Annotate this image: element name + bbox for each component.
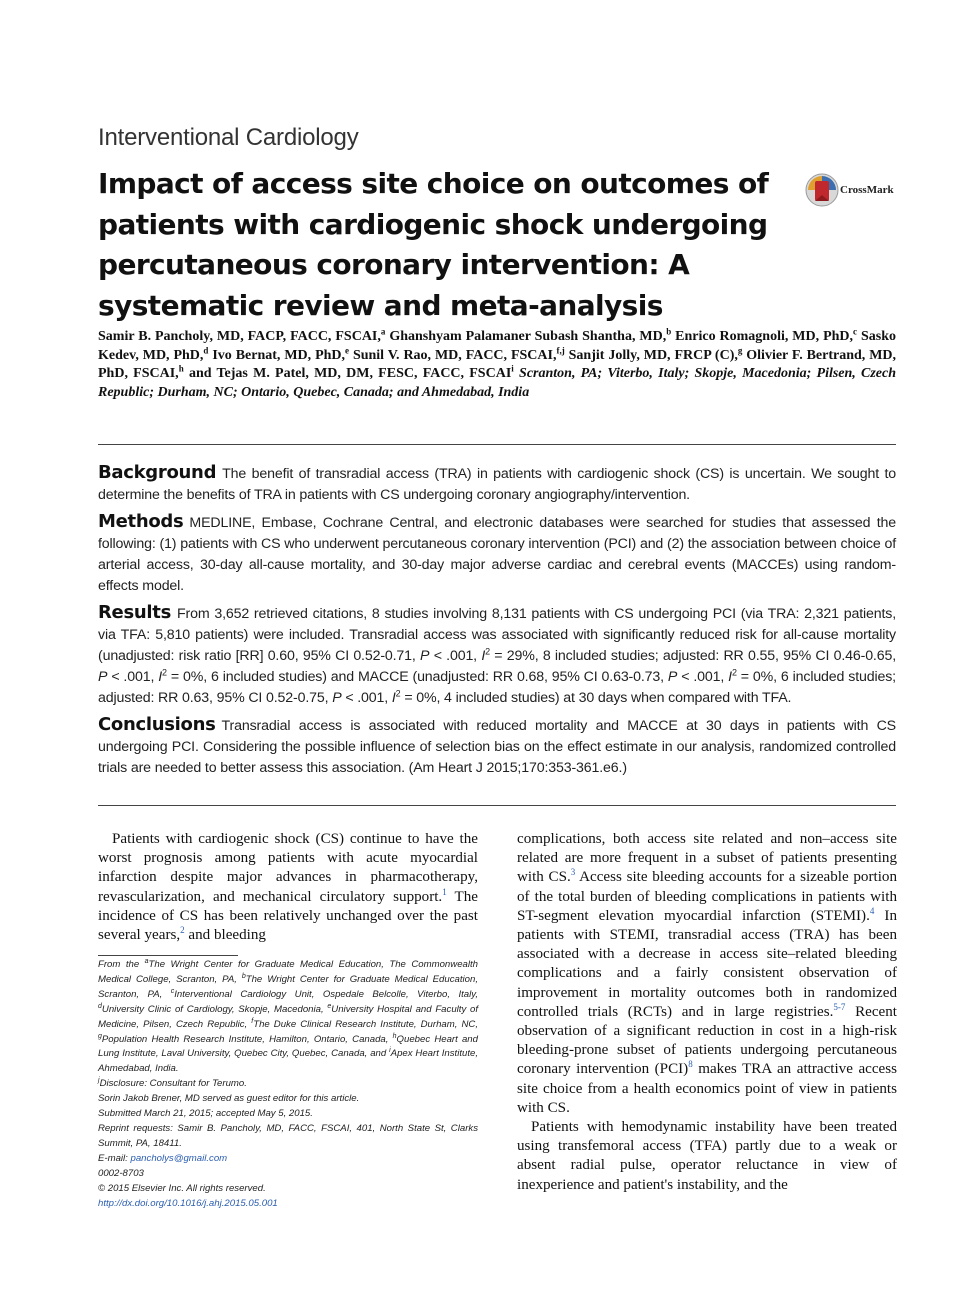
author-affiliation-mark: i (511, 363, 514, 374)
crossmark-icon (805, 172, 839, 208)
crossmark-badge[interactable] (805, 172, 901, 208)
abstract-heading: Background (98, 462, 217, 483)
body-text: The incidence of CS has been relatively unchanged over the past several years, (98, 888, 478, 944)
footnote-text: Population Health Research Institute, Hamilton, Ontario, Canada, (101, 1033, 393, 1045)
abstract-results (98, 602, 896, 709)
body-left-column (98, 830, 478, 945)
footnote-text: Quebec Heart and Lung Institute, Laval University, Quebec City, Quebec, Canada, and (98, 1033, 478, 1060)
section-label: Interventional Cardiology (98, 124, 359, 151)
email-label: E-mail: (98, 1152, 131, 1164)
abstract-heading: Methods (98, 511, 184, 532)
author-affiliation-mark: b (666, 326, 672, 337)
abstract-text: MEDLINE, Embase, Cochrane Central, and electronic databases were searched for studies that assessed the following: (1) patients with CS who underwent percutaneous coronary intervention (PCI) and (2) the association between choice of arterial access, 30-day all-cause mortality, and 30-day major adverse cardiac and cerebral events (MACCEs) using random-effects model. (98, 515, 896, 594)
superscript: 2 (395, 688, 401, 699)
doi-link[interactable]: http://dx.doi.org/10.1016/j.ahj.2015.05.001 (98, 1197, 278, 1209)
copyright-footnote: © 2015 Elsevier Inc. All rights reserved. (98, 1182, 266, 1194)
footnote-mark: a (144, 957, 149, 965)
superscript: 2 (485, 646, 490, 657)
p-symbol: P (667, 669, 678, 685)
footnote-mark: h (392, 1032, 397, 1040)
body-text: Patients with cardiogenic shock (CS) continue to have the worst prognosis among patients with acute myocardial infarction despite major advances in pharmacotherapy, revascularization, and mechanical circulatory support. (98, 831, 478, 905)
reprint-footnote: Reprint requests: Samir B. Pancholy, MD, FACC, FSCAI, 401, North State St, Clarks Summit, PA, 18411. (98, 1122, 478, 1149)
author-name: Sasko Kedev, MD, PhD, (98, 329, 896, 363)
email-footnote (98, 1152, 478, 1167)
author-name: Olivier F. Bertrand, MD, PhD, FSCAI, (98, 347, 897, 382)
superscript: 2 (162, 667, 167, 678)
author-affiliation-mark: f,j (556, 344, 565, 355)
disclosure-footnote (98, 1077, 478, 1092)
body-text: complications, both access site related and non–access site related are more frequent in a subset of patients presenting with CS. (517, 831, 897, 886)
citation-link[interactable]: 1 (442, 886, 447, 897)
p-symbol: P (420, 648, 430, 664)
footnote-text: The Duke Clinical Research Institute, Durham, NC, (253, 1018, 478, 1030)
footnote-mark: f (251, 1017, 254, 1025)
email-link[interactable]: pancholys@gmail.com (130, 1152, 228, 1164)
footnote-mark: d (98, 1002, 102, 1010)
abstract-text: The benefit of transradial access (TRA) in patients with cardiogenic shock (CS) is uncertain. We sought to determine the benefits of TRA in patients with CS undergoing coronary angiography/intervention. (98, 466, 896, 503)
author-name: Samir B. Pancholy, MD, FACP, FACC, FSCAI, (98, 329, 381, 344)
affiliations-footnote (98, 958, 478, 1077)
author-affiliation-mark: c (853, 326, 858, 337)
abstract-text: Transradial access is associated with reduced mortality and MACCE at 30 days in patients with CS undergoing PCI. Considering the possible influence of selection bias on the effect estimate in our analysis, randomized controlled trials are needed to better assess this association. (Am Heart J 2015;170:353-361.e6.) (98, 718, 896, 776)
author-name: Enrico Romagnoli, MD, PhD, (675, 329, 854, 344)
abstract-text: = 0%, 6 included studies; adjusted: RR 0.63, 95% CI 0.52-0.75, (98, 669, 896, 706)
footnote-mark: i (389, 1047, 391, 1055)
citation-link[interactable]: 2 (180, 924, 185, 935)
body-text: In patients with STEMI, transradial access (TRA) has been associated with a decrease in access site–related bleeding complications and a fairly consistent observation of improvement in mortality outcomes both in randomized controlled trials (RCTs) and in large registries. (517, 907, 897, 1020)
submitted-footnote: Submitted March 21, 2015; accepted May 5, 2015. (98, 1108, 313, 1120)
body-text: Recent observation of a significant reduction in cost in a high-risk bleeding-prone subset of patients undergoing percutaneous coronary intervention (PCI) (517, 1003, 897, 1078)
footnote-text: From the (98, 959, 145, 970)
author-affiliation-mark: d (203, 344, 209, 355)
citation-link[interactable]: 3 (570, 867, 576, 878)
footnote-text: University Clinic of Cardiology, Skopje, Macedonia, (101, 1003, 328, 1015)
footnote-text: University Hospital and Faculty of Medicine, Pilsen, Czech Republic, (98, 1003, 478, 1030)
citation-link[interactable]: 8 (688, 1059, 693, 1070)
author-name: Ghanshyam Palamaner Subash Shantha, MD, (389, 329, 667, 344)
body-paragraph: Patients with hemodynamic instability have been treated using transfemoral access (TFA) partly due to a weak or absent radial pulse, operator reluctance in view of inexperience and patient's instability, and the (517, 1119, 897, 1193)
footnote-mark: b (241, 972, 246, 980)
author-locations: Scranton, PA; Viterbo, Italy; Skopje, Macedonia; Pilsen, Czech Republic; Durham, NC; Ontario, Quebec, Canada; and Ahmedabad, India (98, 366, 897, 400)
abstract-text: = 0%, 4 included studies) at 30 days when compared with TFA. (400, 690, 792, 706)
abstract-text: From 3,652 retrieved citations, 8 studies involving 8,131 patients with CS undergoing PCI (via TRA: 2,321 patients, via TFA: 5,810 patients) were included. Transradial access was associated with significantly reduced risk for all-cause mortality (unadjusted: risk ratio [RR] 0.60, 95% CI 0.52-0.71, (98, 606, 896, 664)
author-name: Sunil V. Rao, MD, FACC, FSCAI, (352, 347, 557, 363)
body-text: Access site bleeding accounts for a sizeable portion of the total burden of bleeding complications in patients with ST-segment elevation myocardial infarction (STEMI). (517, 869, 897, 924)
footnote-text: The Wright Center for Graduate Medical Education, The Commonwealth Medical College, Scranton, PA, (98, 959, 478, 985)
body-paragraph (517, 830, 897, 1118)
body-text: makes TRA an attractive access site choice from a health economics point of view in patients with CS. (517, 1061, 897, 1116)
footnote-mark: g (98, 1032, 102, 1040)
citation-link[interactable]: 4 (869, 905, 875, 916)
author-name: Tejas M. Patel, MD, DM, FESC, FACC, FSCAI (216, 366, 512, 382)
issn-footnote: 0002-8703 (98, 1167, 144, 1179)
abstract-text: < .001, (677, 669, 729, 685)
abstract (98, 462, 896, 784)
abstract-text: = 29%, 8 included studies; adjusted: RR 0.55, 95% CI 0.46-0.65, (489, 648, 896, 664)
footnote-text: Interventional Cardiology Unit, Ospedale Belcolle, Viterbo, Italy, (174, 988, 478, 1000)
author-affiliation-mark: e (345, 344, 350, 355)
abstract-methods (98, 511, 896, 597)
citation-link[interactable]: 5-7 (833, 1001, 846, 1012)
author-name: Ivo Bernat, MD, PhD, (212, 347, 346, 363)
author-affiliation-mark: g (737, 344, 743, 355)
abstract-heading: Results (98, 602, 171, 623)
footnote-mark: e (327, 1002, 332, 1010)
footnote-text: The Wright Center for Graduate Medical Education, Scranton, PA, (98, 973, 478, 1000)
footnote-text: Disclosure: Consultant for Terumo. (99, 1078, 247, 1090)
abstract-text: < .001, (429, 648, 482, 664)
abstract-background (98, 462, 896, 506)
footnote-text: Apex Heart Institute, Ahmedabad, India. (98, 1048, 479, 1075)
abstract-conclusions (98, 714, 896, 779)
body-text: and bleeding (184, 927, 266, 944)
body-right-column (517, 830, 897, 1195)
superscript: 2 (731, 667, 737, 678)
footnote-mark: j (98, 1077, 100, 1085)
editor-footnote: Sorin Jakob Brener, MD served as guest editor for this article. (98, 1093, 360, 1105)
abstract-bottom-rule (98, 805, 896, 806)
footnote-mark: c (170, 987, 175, 995)
footnote-rule (98, 955, 238, 956)
i-symbol: I (158, 669, 163, 685)
abstract-text: < .001, (107, 669, 159, 685)
p-symbol: P (98, 669, 108, 685)
i-symbol: I (391, 690, 396, 706)
doi-footnote (98, 1197, 478, 1212)
body-paragraph (98, 830, 478, 945)
i-symbol: I (481, 648, 486, 664)
author-conjunction: and (188, 366, 212, 382)
p-symbol: P (332, 690, 342, 706)
author-list (98, 328, 896, 402)
i-symbol: I (728, 669, 732, 685)
abstract-text: = 0%, 6 included studies) and MACCE (unadjusted: RR 0.68, 95% CI 0.63-0.73, (166, 669, 668, 685)
abstract-heading: Conclusions (98, 714, 216, 735)
abstract-top-rule (98, 444, 896, 445)
footnotes (98, 958, 478, 1211)
author-affiliation-mark: a (380, 326, 386, 337)
abstract-text: < .001, (341, 690, 392, 706)
author-name: Sanjit Jolly, MD, FRCP (C), (568, 347, 738, 363)
article-title: Impact of access site choice on outcomes of patients with cardiogenic shock undergoing percutaneous coronary intervention: A systematic review and meta-analysis (98, 167, 769, 322)
crossmark-label: CrossMark (840, 184, 894, 196)
author-affiliation-mark: h (178, 363, 184, 374)
